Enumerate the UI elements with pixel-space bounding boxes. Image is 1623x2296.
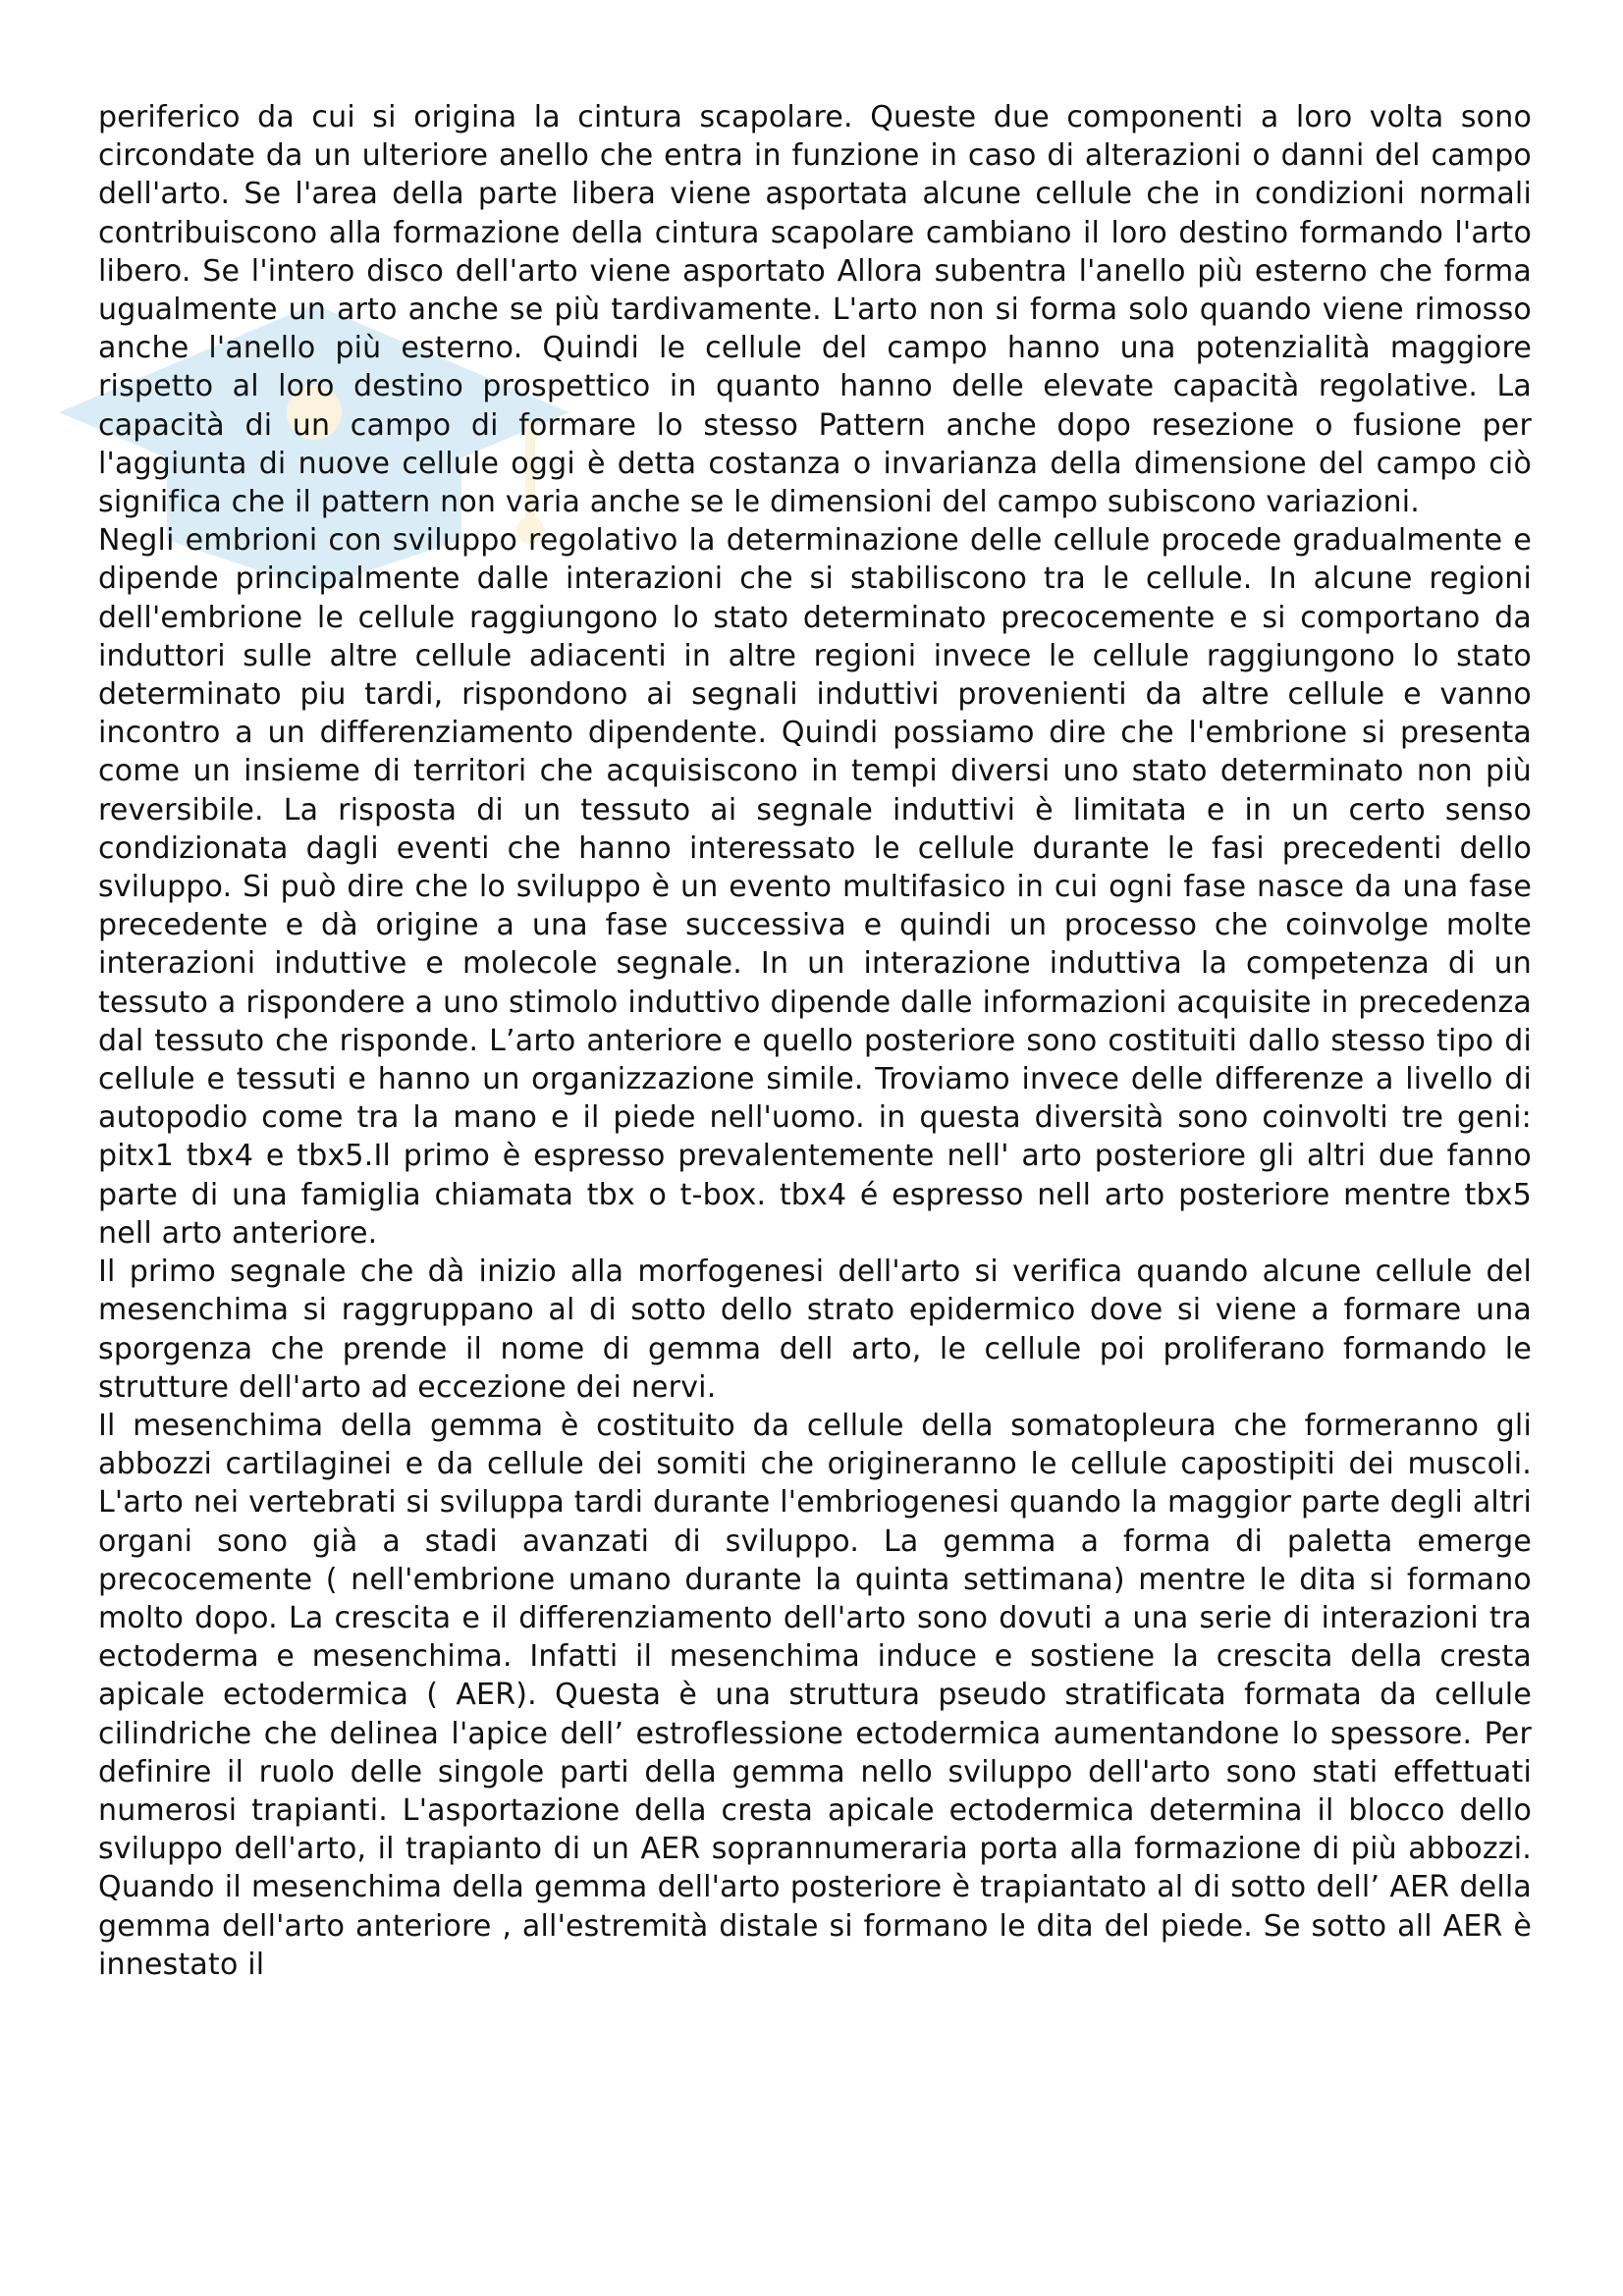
- paragraph: Negli embrioni con sviluppo regolativo la determinazione delle cellule procede gradualmente e dipende principalmente dalle interazioni che si stabiliscono tra le cellule. In alcune regioni dell'embrione le cellule raggiungono lo stato determinato precocemente e si comportano da induttori sulle altre cellule adiacenti in altre regioni invece le cellule raggiungono lo stato determinato piu tardi, rispondono ai segnali induttivi provenienti da altre cellule e vanno incontro a un differenziamento dipendente. Quindi possiamo dire che l'embrione si presenta come un insieme di territori che acquisiscono in tempi diversi uno stato determinato non più reversibile. La risposta di un tessuto ai segnale induttivi è limitata e in un certo senso condizionata dagli eventi che hanno interessato le cellule durante le fasi precedenti dello sviluppo. Si può dire che lo sviluppo è un evento multifasico in cui ogni fase nasce da una fase precedente e dà origine a una fase successiva e quindi un processo che coinvolge molte interazioni induttive e molecole segnale. In un interazione induttiva la competenza di un tessuto a rispondere a uno stimolo induttivo dipende dalle informazioni acquisite in precedenza dal tessuto che risponde. L’arto anteriore e quello posteriore sono costituiti dallo stesso tipo di cellule e tessuti e hanno un organizzazione simile. Troviamo invece delle differenze a livello di autopodio come tra la mano e il piede nell'uomo. in questa diversità sono coinvolti tre geni: pitx1 tbx4 e tbx5.Il primo è espresso prevalentemente nell' arto posteriore gli altri due fanno parte di una famiglia chiamata tbx o t-box. tbx4 é espresso nell arto posteriore mentre tbx5 nell arto anteriore.: [98, 523, 1532, 1251]
- document-body: [98, 98, 1532, 1984]
- paragraph: periferico da cui si origina la cintura scapolare. Queste due componenti a loro volta sono circondate da un ulteriore anello che entra in funzione in caso di alterazioni o danni del campo dell'arto. Se l'area della parte libera viene asportata alcune cellule che in condizioni normali contribuiscono alla formazione della cintura scapolare cambiano il loro destino formando l'arto libero. Se l'intero disco dell'arto viene asportato Allora subentra l'anello più esterno che forma ugualmente un arto anche se più tardivamente. L'arto non si forma solo quando viene rimosso anche l'anello più esterno. Quindi le cellule del campo hanno una potenzialità maggiore rispetto al loro destino prospettico in quanto hanno delle elevate capacità regolative. La capacità di un campo di formare lo stesso Pattern anche dopo resezione o fusione per l'aggiunta di nuove cellule oggi è detta costanza o invarianza della dimensione del campo ciò significa che il pattern non varia anche se le dimensioni del campo subiscono variazioni.: [98, 100, 1532, 520]
- paragraph: Il mesenchima della gemma è costituito da cellule della somatopleura che formeranno gli abbozzi cartilaginei e da cellule dei somiti che origineranno le cellule capostipiti dei muscoli. L'arto nei vertebrati si sviluppa tardi durante l'embriogenesi quando la maggior parte degli altri organi sono già a stadi avanzati di sviluppo. La gemma a forma di paletta emerge precocemente ( nell'embrione umano durante la quinta settimana) mentre le dita si formano molto dopo. La crescita e il differenziamento dell'arto sono dovuti a una serie di interazioni tra ectoderma e mesenchima. Infatti il mesenchima induce e sostiene la crescita della cresta apicale ectodermica ( AER). Questa è una struttura pseudo stratificata formata da cellule cilindriche che delinea l'apice dell’ estroflessione ectodermica aumentandone lo spessore. Per definire il ruolo delle singole parti della gemma nello sviluppo dell'arto sono stati effettuati numerosi trapianti. L'asportazione della cresta apicale ectodermica determina il blocco dello sviluppo dell'arto, il trapianto di un AER soprannumeraria porta alla formazione di più abbozzi. Quando il mesenchima della gemma dell'arto posteriore è trapiantato al di sotto dell’ AER della gemma dell'arto anteriore , all'estremità distale si formano le dita del piede. Se sotto all AER è innestato il: [98, 1408, 1532, 1982]
- paragraph: Il primo segnale che dà inizio alla morfogenesi dell'arto si verifica quando alcune cellule del mesenchima si raggruppano al di sotto dello strato epidermico dove si viene a formare una sporgenza che prende il nome di gemma dell arto, le cellule poi proliferano formando le strutture dell'arto ad eccezione dei nervi.: [98, 1255, 1532, 1405]
